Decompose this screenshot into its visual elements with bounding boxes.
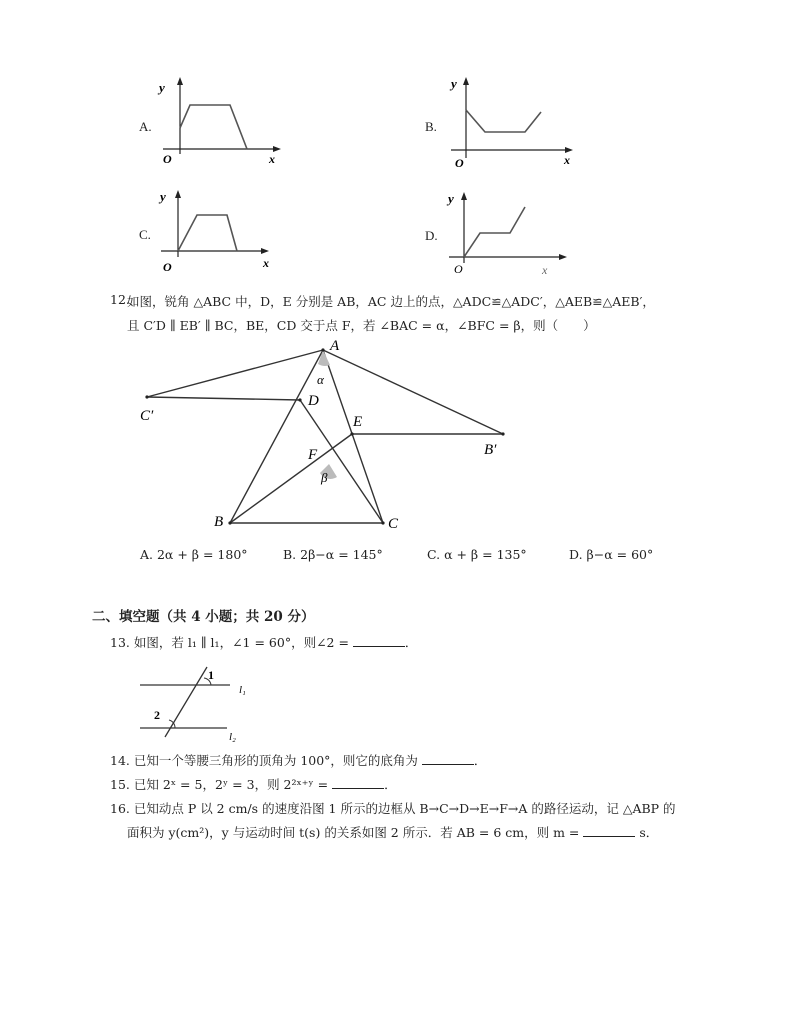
q13-line1-label: l₁ — [239, 684, 246, 696]
q11-option-c — [135, 185, 295, 275]
q15-question — [110, 775, 397, 793]
graph-b-y-label: y — [451, 76, 457, 91]
q16-line1: 16. 已知动点 P 以 2 cm/s 的速度沿图 1 所示的边框从 B→C→D→E→F→A 的路径运动，记 △ABP 的 — [110, 801, 676, 816]
q12-figure — [130, 330, 550, 535]
q12-option-a[interactable]: A. 2α + β = 180° — [140, 547, 248, 562]
graph-b-x-label: x — [564, 153, 570, 167]
alpha-label: α — [317, 372, 324, 387]
graph-d-y-label: y — [448, 191, 454, 206]
graph-d — [445, 185, 585, 280]
q14-text: 14. 已知一个等腰三角形的顶角为 100°，则它的底角为 — [110, 753, 422, 768]
graph-c-y-label: y — [160, 189, 166, 204]
point-c: C — [388, 516, 399, 532]
q11-option-b — [425, 70, 585, 170]
graph-a-y-label: y — [159, 80, 165, 95]
q11-option-d — [425, 185, 585, 280]
q14-end: ． — [473, 753, 487, 768]
q14-answer-blank[interactable] — [422, 752, 474, 765]
point-b: B — [214, 514, 224, 530]
q13-answer-blank[interactable] — [353, 634, 405, 647]
q12-number: 12. — [110, 292, 130, 307]
graph-b — [445, 70, 585, 170]
q16-answer-blank[interactable] — [583, 824, 635, 837]
q13-line2-label: l₂ — [229, 731, 236, 743]
point-b-prime: B′ — [484, 442, 497, 458]
q12-option-c[interactable]: C. α + β = 135° — [427, 547, 527, 562]
q12-option-d[interactable]: D. β−α = 60° — [569, 547, 654, 562]
q13-angle2-label: 2 — [154, 708, 160, 722]
option-a-label: A. — [139, 119, 152, 134]
q13-end: ． — [404, 635, 418, 650]
q11-option-a — [135, 72, 295, 167]
point-a: A — [330, 338, 340, 354]
graph-a-origin: O — [163, 152, 172, 166]
q12-option-b[interactable]: B. 2β−α = 145° — [283, 547, 383, 562]
q13-figure — [135, 665, 255, 745]
q13-question — [110, 633, 417, 651]
option-c-label: C. — [139, 227, 151, 242]
q14-question — [110, 751, 486, 769]
graph-c-origin: O — [163, 260, 172, 274]
graph-d-x-label: x — [542, 263, 548, 277]
beta-label: β — [321, 470, 328, 485]
graph-d-origin: O — [454, 262, 463, 276]
q13-angle1-label: 1 — [208, 668, 214, 682]
q15-end: ． — [384, 777, 397, 792]
graph-a — [155, 72, 295, 167]
q15-text: 15. 已知 2ˣ = 5，2ʸ = 3，则 2²ˣ⁺ʸ = — [110, 777, 333, 792]
graph-c — [155, 185, 295, 275]
point-f: F — [308, 447, 318, 463]
point-d: D — [308, 393, 319, 409]
graph-a-x-label: x — [269, 152, 275, 166]
point-e: E — [353, 414, 363, 430]
q15-answer-blank[interactable] — [332, 776, 384, 789]
graph-b-origin: O — [455, 156, 464, 170]
q12-line2: 且 C′D ∥ EB′ ∥ BC，BE，CD 交于点 F，若 ∠BAC = α，∠BFC = β，则（ ） — [127, 318, 596, 333]
q12-line1: 如图，锐角 △ABC 中，D，E 分别是 AB，AC 边上的点，△ADC≌△ADC′，△AEB≌△AEB′， — [127, 294, 655, 309]
q16-line2: 面积为 y(cm²)，y 与运动时间 t(s) 的关系如图 2 所示．若 AB = 6 cm，则 m = — [127, 825, 584, 840]
option-d-label: D. — [425, 228, 438, 243]
option-b-label: B. — [425, 119, 437, 134]
q16-line2-wrap — [127, 823, 658, 841]
section-title: 二、填空题（共 4 小题；共 20 分） — [92, 609, 315, 625]
point-c-prime: C′ — [140, 408, 154, 424]
graph-c-x-label: x — [263, 256, 269, 270]
q13-text: 13. 如图，若 l₁ ∥ l₁，∠1 = 60°，则∠2 = — [110, 635, 353, 650]
q16-end: s． — [635, 825, 659, 840]
